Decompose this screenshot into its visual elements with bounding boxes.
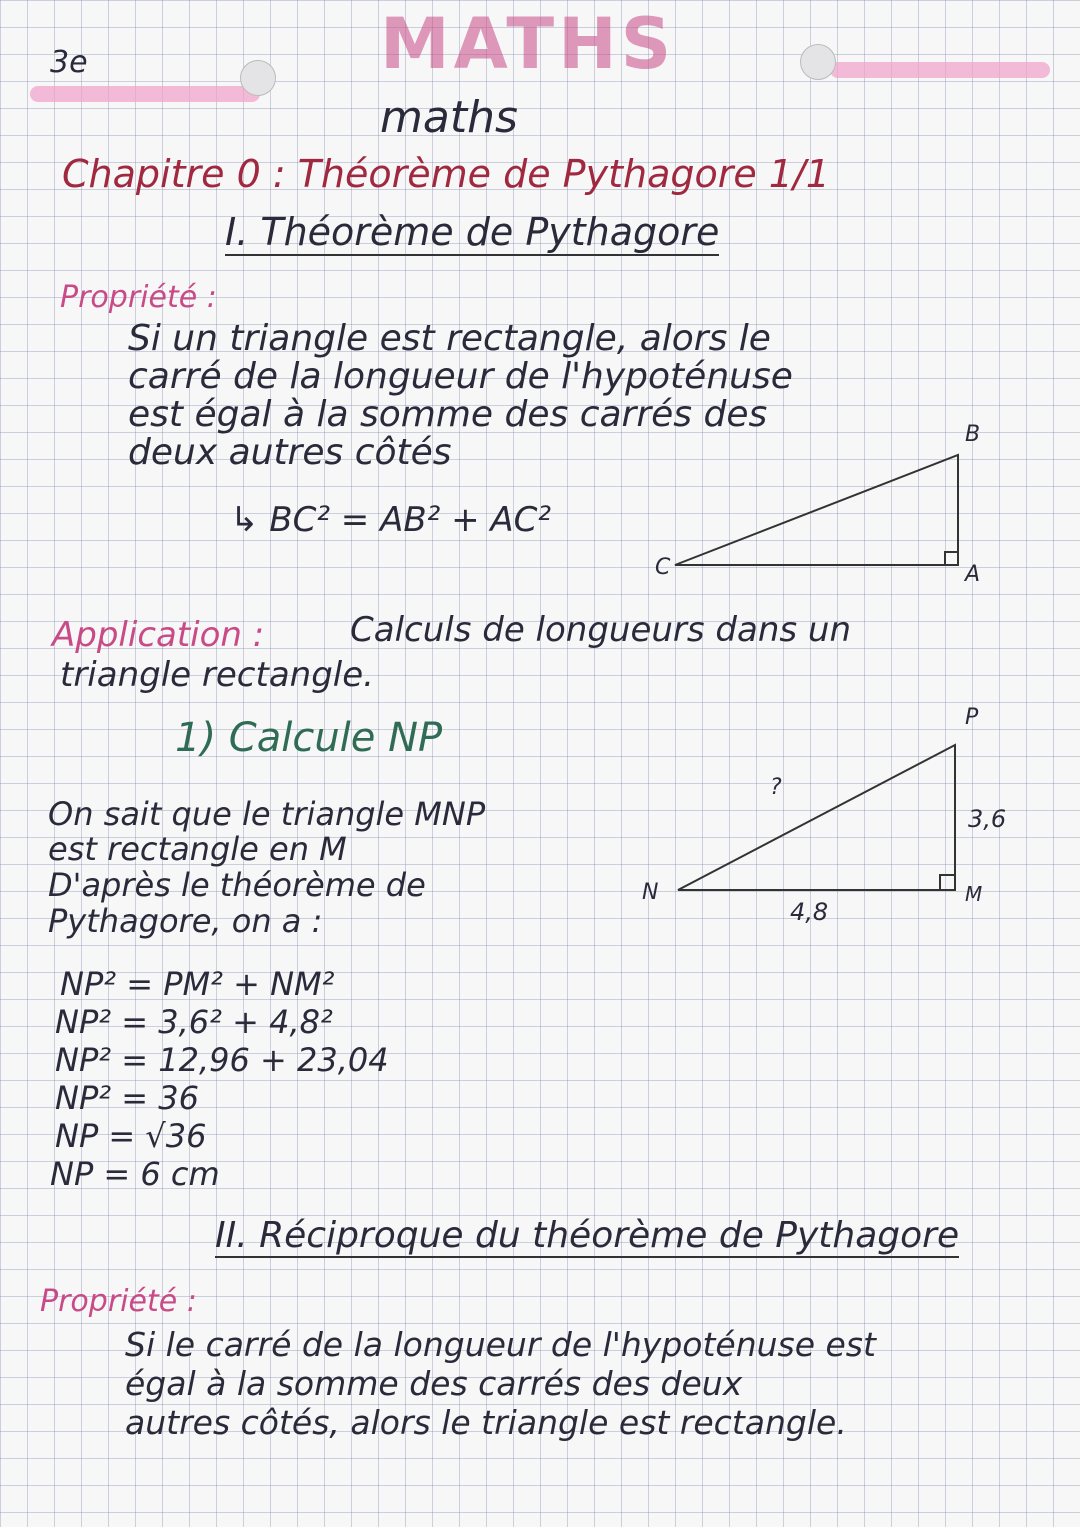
vertex-b: B [965, 422, 981, 447]
section2-title: II. Réciproque du théorème de Pythagore [215, 1215, 960, 1256]
vertex-a: A [965, 562, 981, 587]
reasoning-line: On sait que le triangle MNP [48, 795, 486, 833]
step: NP = 6 cm [50, 1155, 220, 1193]
application-text: triangle rectangle. [60, 655, 374, 695]
step: NP² = 36 [55, 1079, 199, 1117]
side-nm: 4,8 [790, 898, 829, 926]
application-label: Application : [52, 615, 265, 655]
grade-label: 3e [50, 45, 88, 80]
vertex-p: P [965, 705, 979, 730]
reasoning-line: Pythagore, on a : [48, 902, 323, 940]
side-pm: 3,6 [968, 805, 1007, 833]
chapter-title: Chapitre 0 : Théorème de Pythagore 1/1 [62, 152, 830, 196]
vertex-m: M [965, 882, 983, 906]
vertex-c: C [655, 555, 671, 580]
right-angle-mark [940, 875, 955, 890]
property-label: Propriété : [40, 1284, 197, 1319]
unknown-side: ? [770, 775, 782, 800]
page-title: maths [380, 92, 518, 143]
exercise-title: 1) Calcule NP [175, 715, 443, 761]
vertex-n: N [642, 880, 659, 905]
step: NP = √36 [55, 1117, 207, 1155]
title-logo: MATHS [380, 3, 676, 85]
right-angle-mark [945, 552, 958, 565]
step: NP² = PM² + NM² [60, 965, 335, 1003]
section1-title: I. Théorème de Pythagore [225, 210, 720, 254]
step: NP² = 3,6² + 4,8² [55, 1003, 333, 1041]
application-text: Calculs de longueurs dans un [350, 610, 852, 650]
step: NP² = 12,96 + 23,04 [55, 1041, 389, 1079]
triangle-mnp [678, 745, 955, 890]
triangle-abc [675, 455, 958, 565]
reasoning-line: D'après le théorème de [48, 866, 426, 904]
reasoning-line: est rectangle en M [48, 830, 347, 868]
formula: ↳ BC² = AB² + AC² [230, 500, 552, 540]
property-label: Propriété : [60, 280, 217, 315]
